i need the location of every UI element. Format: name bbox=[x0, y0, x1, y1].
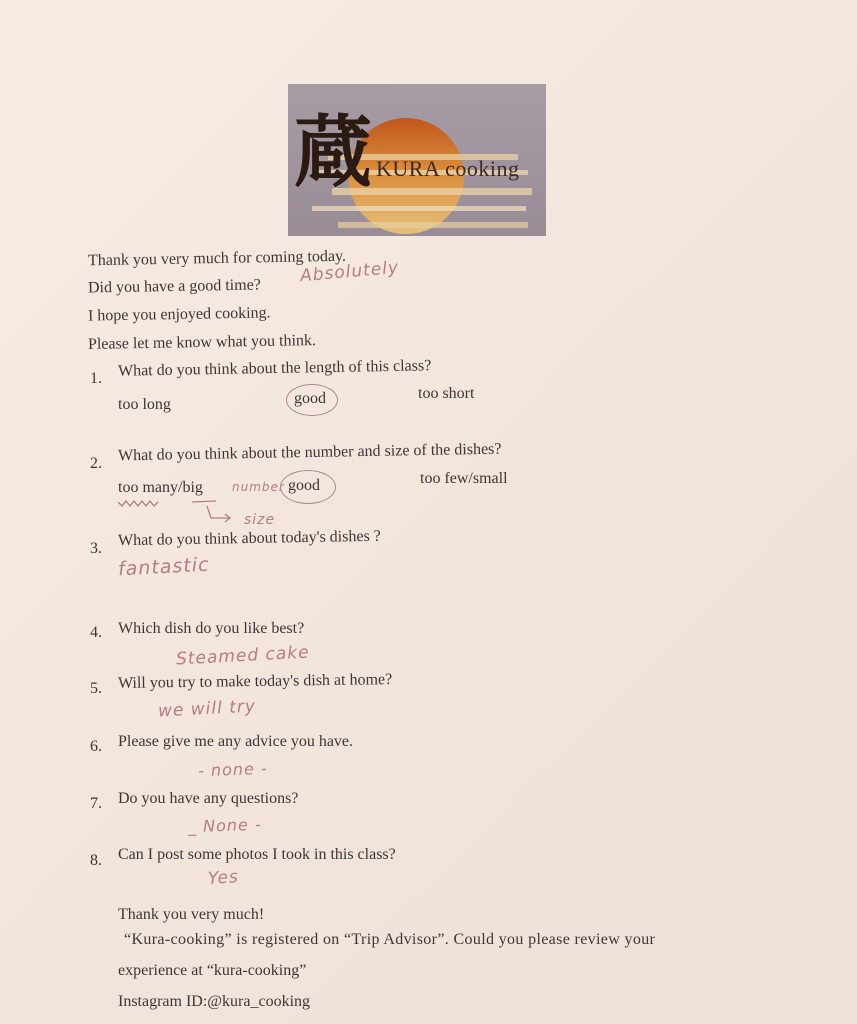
question-1-number: 1. bbox=[90, 370, 102, 387]
question-6-number: 6. bbox=[90, 738, 102, 755]
question-2-option-1: too many/big bbox=[118, 479, 203, 496]
question-3-number: 3. bbox=[90, 540, 102, 557]
question-5-number: 5. bbox=[90, 680, 102, 697]
kura-cooking-logo bbox=[288, 84, 546, 236]
question-2-option-3: too few/small bbox=[420, 470, 508, 487]
closing-review-line-2: experience at “kura-cooking” bbox=[118, 962, 307, 979]
question-1-text: What do you think about the length of this class? bbox=[117, 357, 432, 380]
arrow-icon bbox=[204, 504, 234, 526]
intro-line-2: Did you have a good time? bbox=[87, 276, 261, 297]
handwritten-answer-3: fantastic bbox=[117, 553, 211, 581]
handwritten-note-size: size bbox=[244, 512, 276, 528]
question-4-number: 4. bbox=[90, 624, 102, 641]
question-7-text: Do you have any questions? bbox=[118, 790, 299, 807]
intro-line-1: Thank you very much for coming today. bbox=[87, 247, 347, 270]
question-8-text: Can I post some photos I took in this class? bbox=[118, 846, 396, 863]
question-1-option-2: good bbox=[294, 390, 326, 407]
closing-review-line-1: “Kura-cooking” is registered on “Trip Advisor”. Could you please review your bbox=[124, 931, 656, 948]
handwritten-answer-6: - none - bbox=[197, 758, 268, 781]
closing-instagram: Instagram ID:@kura_cooking bbox=[118, 993, 311, 1010]
question-5-text: Will you try to make today's dish at home? bbox=[117, 671, 393, 692]
logo-kanji: 蔵 bbox=[294, 107, 373, 198]
question-1-option-1: too long bbox=[118, 396, 171, 413]
question-2-number: 2. bbox=[90, 455, 102, 472]
handwritten-answer-intro: Absolutely bbox=[299, 257, 400, 287]
question-1-option-3: too short bbox=[418, 385, 475, 402]
question-4-text: Which dish do you like best? bbox=[118, 620, 305, 637]
question-3-text: What do you think about today's dishes ? bbox=[117, 527, 381, 550]
handwritten-answer-4: Steamed cake bbox=[175, 642, 311, 670]
logo-name: KURA cooking bbox=[376, 156, 520, 181]
question-8-number: 8. bbox=[90, 852, 102, 869]
handwritten-answer-5: we will try bbox=[157, 696, 257, 722]
question-2-option-2: good bbox=[288, 477, 320, 494]
intro-line-4: Please let me know what you think. bbox=[87, 332, 317, 353]
question-6-text: Please give me any advice you have. bbox=[118, 733, 354, 750]
handwritten-answer-8: Yes bbox=[207, 866, 240, 890]
closing-thanks: Thank you very much! bbox=[118, 906, 265, 923]
handwritten-note-number: number bbox=[232, 480, 285, 494]
question-7-number: 7. bbox=[90, 795, 102, 812]
handwritten-answer-7: _ None - bbox=[187, 814, 262, 837]
question-2-text: What do you think about the number and size of the dishes? bbox=[117, 440, 502, 465]
intro-line-3: I hope you enjoyed cooking. bbox=[87, 304, 271, 325]
